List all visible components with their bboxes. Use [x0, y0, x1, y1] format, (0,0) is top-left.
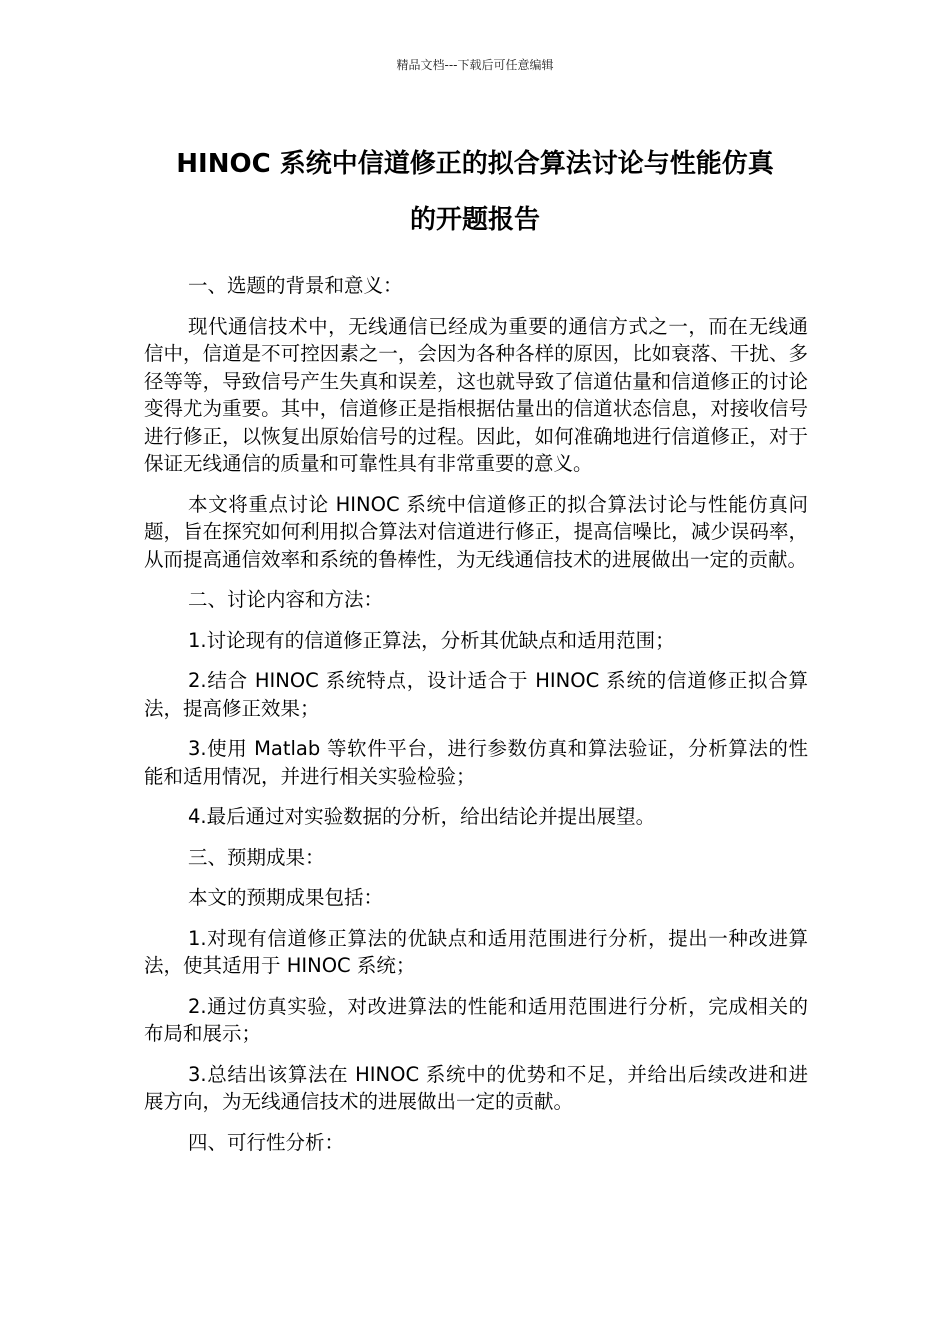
- list-item-outcome-1: 1.对现有信道修正算法的优缺点和适用范围进行分析，提出一种改进算法，使其适用于 HINOC 系统；: [144, 926, 808, 977]
- paragraph-background: 现代通信技术中，无线通信已经成为重要的通信方式之一，而在无线通信中，信道是不可控因素之一，会因为各种各样的原因，比如衰落、干扰、多径等等，导致信号产生失真和误差，这也就导致了信道估量和信道修正的讨论变得尤为重要。其中，信道修正是指根据估量出的信道状态信息，对接收信号进行修正，以恢复出原始信号的过程。因此，如何准确地进行信道修正，对于保证无线通信的质量和可靠性具有非常重要的意义。: [144, 314, 808, 475]
- paragraph-outcomes-intro: 本文的预期成果包括：: [188, 886, 384, 909]
- paragraph-purpose: 本文将重点讨论 HINOC 系统中信道修正的拟合算法讨论与性能仿真问题，旨在探究如何利用拟合算法对信道进行修正，提高信噪比，减少误码率，从而提高通信效率和系统的鲁棒性，为无线通信技术的进展做出一定的贡献。: [144, 492, 808, 571]
- document-body: [144, 272, 808, 1169]
- section-heading-methods: 二、讨论内容和方法：: [188, 588, 384, 611]
- list-item-outcome-3: 3.总结出该算法在 HINOC 系统中的优势和不足，并给出后续改进和进展方向，为无线通信技术的进展做出一定的贡献。: [144, 1062, 808, 1113]
- section-heading-background: 一、选题的背景和意义：: [188, 274, 403, 297]
- section-heading-outcomes: 三、预期成果：: [188, 845, 325, 869]
- list-item-method-1: 1.讨论现有的信道修正算法，分析其优缺点和适用范围；: [188, 628, 675, 652]
- list-item-method-2: 2.结合 HINOC 系统特点，设计适合于 HINOC 系统的信道修正拟合算法，提高修正效果；: [144, 669, 808, 720]
- list-item-outcome-2: 2.通过仿真实验，对改进算法的性能和适用范围进行分析，完成相关的布局和展示；: [144, 994, 808, 1045]
- document-title: [130, 136, 820, 248]
- title-line-2: 的开题报告: [409, 205, 540, 235]
- title-line-1: HINOC 系统中信道修正的拟合算法讨论与性能仿真: [176, 149, 774, 179]
- list-item-method-4: 4.最后通过对实验数据的分析，给出结论并提出展望。: [188, 805, 656, 828]
- section-heading-feasibility: 四、可行性分析：: [188, 1130, 345, 1154]
- list-item-method-3: 3.使用 Matlab 等软件平台，进行参数仿真和算法验证，分析算法的性能和适用情况，并进行相关实验检验；: [144, 737, 808, 788]
- header-note: 精品文档---下载后可任意编辑: [396, 58, 554, 72]
